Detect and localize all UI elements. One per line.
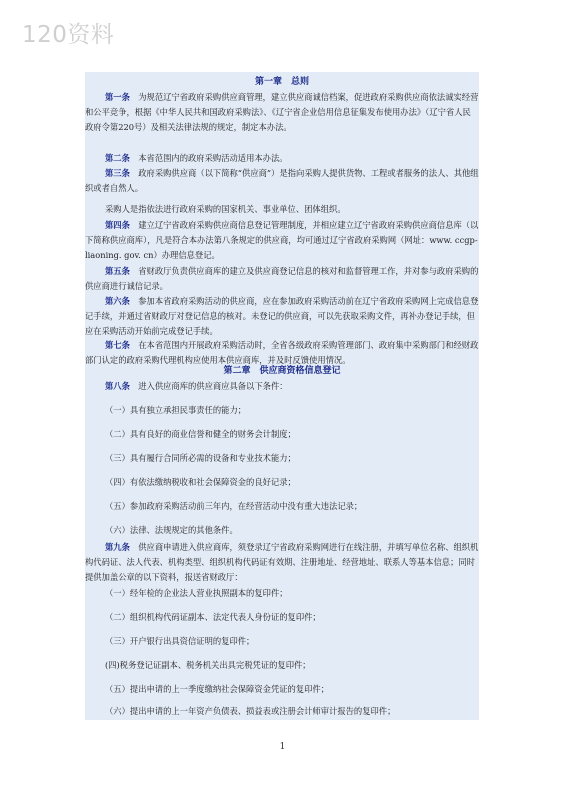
article-4-text: 建立辽宁省政府采购供应商信息登记管理制度，并相应建立辽宁省政府采购供应商信息库（以下简称供应商库），凡是符合本办法第八条规定的供应商，均可通过辽宁省政府采购网（网址：www. ccgp-liaoning. gov. cn）办理信息登记。 — [85, 220, 479, 260]
article-4-label: 第四条 — [105, 220, 130, 230]
article-1-text: 为规范辽宁省政府采购供应商管理，建立供应商诚信档案，促进政府采购供应商依法诚实经营和公平竞争，根据《中华人民共和国政府采购法》、《辽宁省企业信用信息征集发布使用办法》（辽宁省人民政府令第220号）及相关法律法规的规定，制定本办法。 — [85, 92, 479, 132]
article-7-text: 在本省范围内开展政府采购活动时，全省各级政府采购管理部门、政府集中采购部门和经财政部门认定的政府采购代理机构应使用本供应商库，并及时反馈使用情况。 — [85, 340, 479, 365]
article-1 — [85, 90, 479, 135]
chapter-1-title: 第一章 总则 — [254, 77, 309, 87]
article-9-item-2: （二）组织机构代码证副本、法定代表人身份证的复印件； — [105, 612, 321, 622]
article-6-text: 参加本省政府采购活动的供应商，应在参加政府采购活动前在辽宁省政府采购网上完成信息登记手续，并通过省财政厅对登记信息的核对。未登记的供应商，可以先获取采购文件，再补办登记手续，但应在采购活动开始前完成登记手续。 — [85, 296, 479, 336]
article-8-item-4: （四）有依法缴纳税收和社会保障资金的良好记录； — [105, 477, 296, 487]
article-8-text: 进入供应商库的供应商应具备以下条件： — [138, 381, 288, 391]
article-9-item-1: （一）经年检的企业法人营业执照副本的复印件； — [105, 588, 288, 598]
article-1-label: 第一条 — [105, 92, 130, 102]
article-4 — [85, 218, 479, 263]
article-8-item-2: （二）具有良好的商业信誉和健全的财务会计制度； — [105, 429, 296, 439]
article-6-label: 第六条 — [105, 296, 130, 306]
article-9-item-5: （五）提出申请的上一季度缴纳社会保障资金凭证的复印件； — [105, 684, 330, 694]
article-3-text: 政府采购供应商（以下简称“供应商”）是指向采购人提供货物、工程或者服务的法人、其他组织或者自然人。 — [85, 168, 479, 193]
article-5-label: 第五条 — [105, 266, 130, 276]
article-6 — [85, 294, 479, 339]
article-5 — [85, 264, 479, 294]
article-9-item-3: （三）开户银行出具资信证明的复印件； — [105, 636, 255, 646]
article-8-item-3: （三）具有履行合同所必需的设备和专业技术能力； — [105, 453, 296, 463]
article-3 — [85, 166, 479, 196]
article-9-item-6: （六）提出申请的上一年资产负债表、损益表或注册会计师审计报告的复印件； — [105, 706, 396, 716]
article-3-label: 第三条 — [105, 168, 130, 178]
article-2-text: 本省范围内的政府采购活动适用本办法。 — [138, 153, 288, 163]
article-9-item-4: (四)税务登记证副本、税务机关出具完税凭证的复印件； — [105, 660, 311, 670]
article-8-item-6: （六）法律、法规规定的其他条件。 — [105, 525, 238, 535]
article-9 — [85, 540, 479, 585]
article-5-text: 省财政厅负责供应商库的建立及供应商登记信息的核对和监督管理工作，并对参与政府采购的供应商进行诚信记录。 — [85, 266, 479, 291]
article-9-text: 供应商申请进入供应商库，须登录辽宁省政府采购网进行在线注册，并填写单位名称、组织机构代码证、法人代表、机构类型、组织机构代码证有效期、注册地址、经营地址、联系人等基本信息；同时提供加盖公章的以下资料，报送省财政厅： — [85, 542, 479, 582]
article-7-label: 第七条 — [105, 340, 130, 350]
article-9-label: 第九条 — [105, 542, 130, 552]
purchaser-definition: 采购人是指依法进行政府采购的国家机关、事业单位、团体组织。 — [105, 204, 346, 214]
article-2 — [85, 151, 479, 166]
article-8-item-1: （一）具有独立承担民事责任的能力； — [105, 405, 247, 415]
chapter-2-title: 第二章 供应商资格信息登记 — [223, 366, 341, 376]
article-2-label: 第二条 — [105, 153, 130, 163]
watermark-logo: 120资料 — [22, 22, 115, 48]
document-page — [85, 72, 479, 720]
article-8-item-5: （五）参加政府采购活动前三年内，在经营活动中没有重大违法记录； — [105, 501, 363, 511]
page-number: 1 — [279, 742, 286, 752]
article-8-label: 第八条 — [105, 381, 130, 391]
article-8 — [85, 379, 479, 394]
